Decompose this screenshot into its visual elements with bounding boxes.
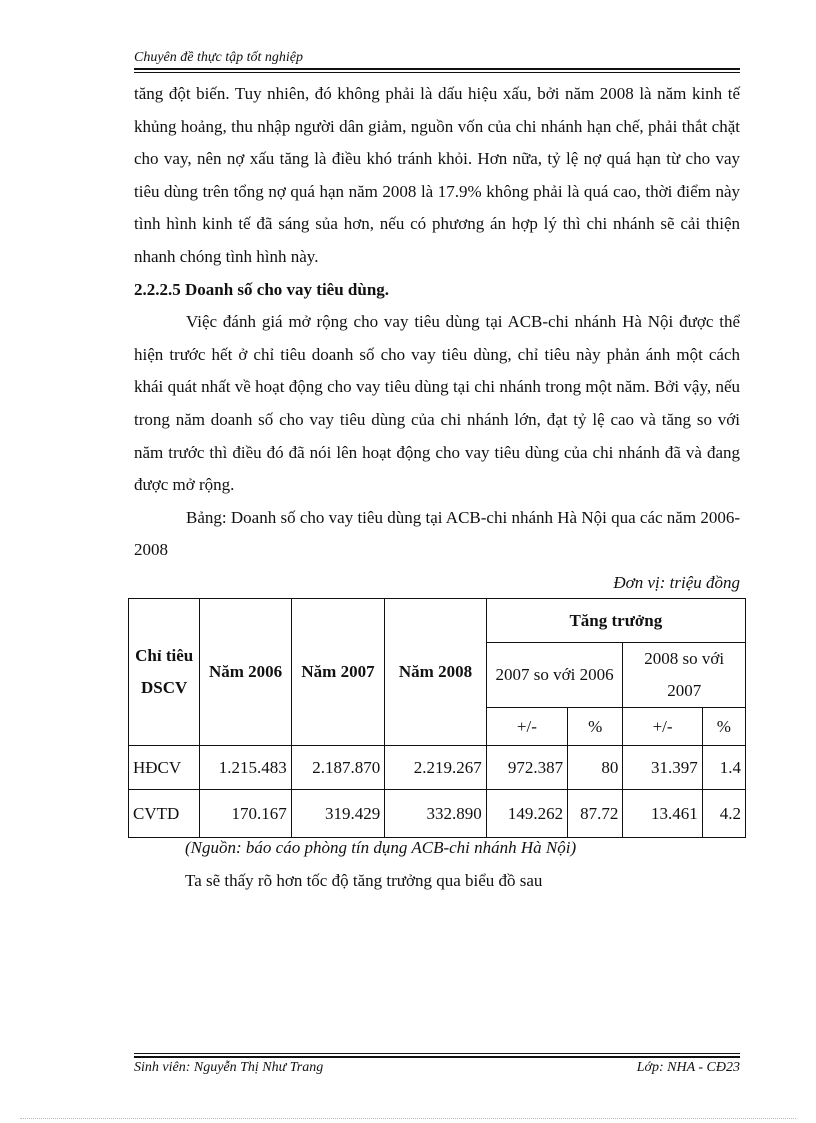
cell-2006: 170.167	[200, 790, 291, 838]
paragraph-intro: Việc đánh giá mở rộng cho vay tiêu dùng tại ACB-chi nhánh Hà Nội được thể hiện trước hết ở chỉ tiêu doanh số cho vay tiêu dùng, chỉ tiêu này phản ánh một cách khái quát nhất về hoạt động cho vay tiêu dùng tại chi nhánh trong một năm. Bởi vậy, nếu trong năm doanh số cho vay tiêu dùng của chi nhánh lớn, đạt tỷ lệ cao và tăng so với năm trước thì điều đó đã nói lên hoạt động cho vay tiêu dùng của chi nhánh đã và đang được mở rộng.	[134, 312, 740, 495]
table-source: (Nguồn: báo cáo phòng tín dụng ACB-chi nhánh Hà Nội)	[185, 838, 577, 857]
cell-pct-0706: 87.72	[568, 790, 623, 838]
paragraph-continuation: tăng đột biến. Tuy nhiên, đó không phải là dấu hiệu xấu, bởi năm 2008 là năm kinh tế khủng hoảng, thu nhập người dân giảm, nguồn vốn của chi nhánh hạn chế, phải thắt chặt cho vay, nên nợ xấu tăng là điều khó tránh khỏi. Hơn nữa, tỷ lệ nợ quá hạn từ cho vay tiêu dùng trên tổng nợ quá hạn năm 2008 là 17.9% không phải là quá cao, thời điểm này tình hình kinh tế đã sáng sủa hơn, nếu có phương án hợp lý thì chi nhánh sẽ cải thiện nhanh chóng tình hình này.	[134, 84, 740, 266]
cell-pct-0807: 4.2	[702, 790, 745, 838]
header-indicator: Chỉ tiêu DSCV	[129, 599, 200, 746]
cell-diff-0706: 972.387	[486, 746, 567, 790]
header-pct-1: %	[568, 708, 623, 746]
footer-student: Sinh viên: Nguyễn Thị Như Trang	[134, 1060, 324, 1075]
sales-table	[128, 598, 746, 838]
header-growth-0807: 2008 so với 2007	[623, 643, 746, 708]
section-heading: 2.2.2.5 Doanh số cho vay tiêu dùng.	[134, 279, 390, 299]
row-label: CVTD	[129, 790, 200, 838]
header-2007: Năm 2007	[291, 599, 384, 746]
header-2006: Năm 2006	[200, 599, 291, 746]
header-growth-0706: 2007 so với 2006	[486, 643, 623, 708]
header-abs-2: +/-	[623, 708, 702, 746]
cell-2007: 2.187.870	[291, 746, 384, 790]
cell-2008: 332.890	[385, 790, 486, 838]
page-bottom-border	[20, 1118, 796, 1119]
header-rule	[134, 68, 740, 70]
header-growth: Tăng trưởng	[486, 599, 745, 643]
chart-intro: Ta sẽ thấy rõ hơn tốc độ tăng trưởng qua biểu đồ sau	[185, 871, 543, 890]
footer-class: Lớp: NHA - CĐ23	[636, 1060, 740, 1075]
header-rule-thin	[134, 72, 740, 73]
table-caption: Bảng: Doanh số cho vay tiêu dùng tại ACB-chi nhánh Hà Nội qua các năm 2006-2008	[134, 507, 740, 560]
header-abs-1: +/-	[486, 708, 567, 746]
cell-2008: 2.219.267	[385, 746, 486, 790]
cell-2007: 319.429	[291, 790, 384, 838]
cell-2006: 1.215.483	[200, 746, 291, 790]
document-body	[134, 78, 740, 600]
row-label: HĐCV	[129, 746, 200, 790]
cell-diff-0807: 13.461	[623, 790, 702, 838]
page-header-title: Chuyên đề thực tập tốt nghiệp	[134, 50, 303, 65]
cell-pct-0807: 1.4	[702, 746, 745, 790]
cell-diff-0807: 31.397	[623, 746, 702, 790]
unit-label: Đơn vị: triệu đồng	[613, 572, 740, 592]
footer-rule	[134, 1056, 740, 1058]
header-pct-2: %	[702, 708, 745, 746]
cell-pct-0706: 80	[568, 746, 623, 790]
cell-diff-0706: 149.262	[486, 790, 567, 838]
header-2008: Năm 2008	[385, 599, 486, 746]
footer-rule-thin	[134, 1053, 740, 1054]
